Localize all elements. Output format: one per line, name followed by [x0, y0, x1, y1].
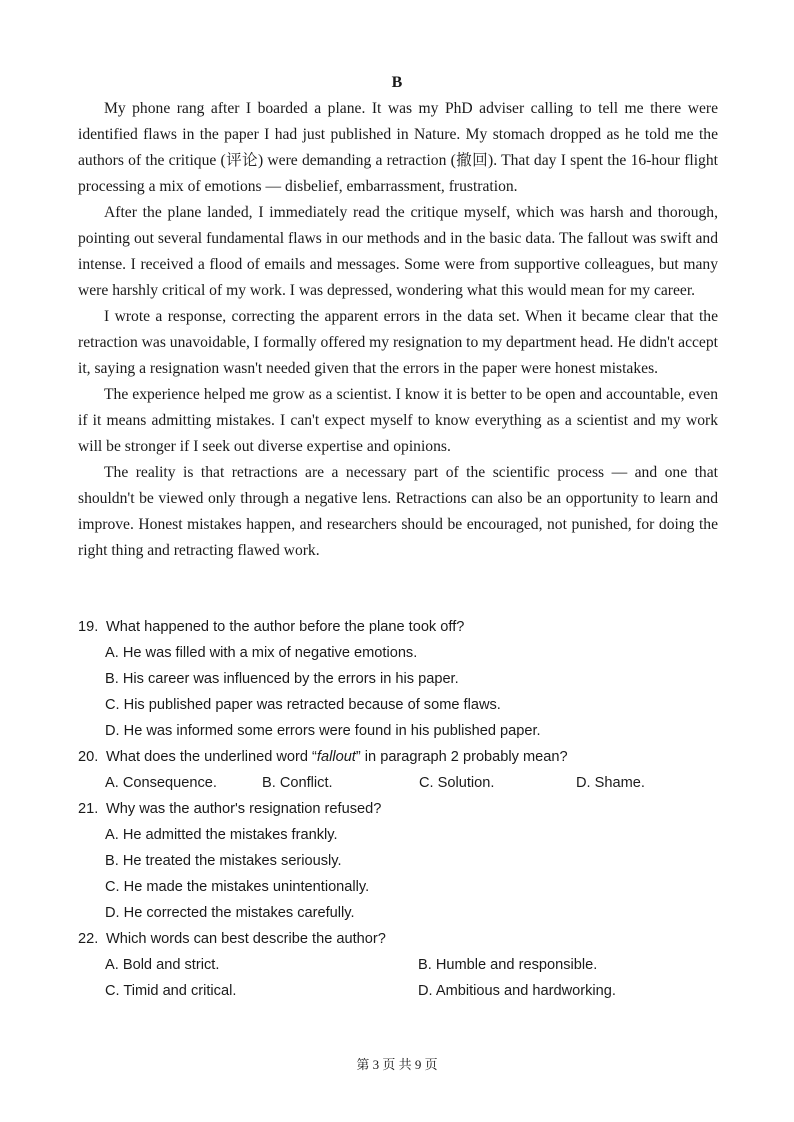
stem-keyword: fallout [316, 749, 356, 765]
reading-passage [78, 96, 718, 564]
option: D. Shame. [576, 775, 645, 791]
question-stem: Which words can best describe the author? [106, 931, 386, 947]
question-stem: What happened to the author before the plane took off? [106, 619, 465, 635]
question-stem: Why was the author's resignation refused? [106, 801, 382, 817]
paragraph: The reality is that retractions are a necessary part of the scientific process — and one that shouldn't be viewed only through a negative lens. Retractions can also be an opportunity to learn and improve. Honest mistakes happen, and researchers should be encouraged, not punished, for doing the right thing and retracting flawed work. [78, 464, 718, 559]
question-number: 21. [78, 801, 99, 817]
question-number: 20. [78, 749, 99, 765]
question-22 [78, 926, 738, 952]
question-stem [106, 744, 568, 770]
option: B. His career was influenced by the errors in his paper. [105, 671, 459, 687]
options-row [78, 770, 738, 796]
paragraph: After the plane landed, I immediately read the critique myself, which was harsh and thorough, pointing out several fundamental flaws in our methods and in the basic data. The fallout was swift and intense. I received a flood of emails and messages. Some were from supportive colleagues, but many were harshly critical of my work. I was depressed, wondering what this would mean for my career. [78, 204, 718, 299]
option: A. Bold and strict. [105, 957, 220, 973]
option: D. He corrected the mistakes carefully. [105, 905, 355, 921]
paragraph: The experience helped me grow as a scientist. I know it is better to be open and accountable, even if it means admitting mistakes. I can't expect myself to know everything as a scientist and my work will be stronger if I seek out diverse expertise and opinions. [78, 386, 718, 455]
options-row [78, 978, 738, 1004]
option: A. He was filled with a mix of negative emotions. [105, 645, 418, 661]
paragraph: I wrote a response, correcting the apparent errors in the data set. When it became clear that the retraction was unavoidable, I formally offered my resignation to my department head. He didn't accept it, saying a resignation wasn't needed given that the errors in the paper were honest mistakes. [78, 308, 718, 377]
questions [78, 614, 738, 1004]
question-number: 22. [78, 931, 99, 947]
option: B. He treated the mistakes seriously. [105, 853, 342, 869]
option: B. Conflict. [262, 775, 333, 791]
question-19 [78, 614, 738, 640]
question-21 [78, 796, 738, 822]
paragraph: My phone rang after I boarded a plane. It was my PhD adviser calling to tell me there were identified flaws in the paper I had just published in Nature. My stomach dropped as he told me the authors of the critique (评论) were demanding a retraction (撤回). That day I spent the 16-hour flight processing a mix of emotions — disbelief, embarrassment, frustration. [78, 100, 718, 195]
stem-text: What does the underlined word “ [106, 749, 317, 765]
question-number: 19. [78, 619, 99, 635]
option: C. Solution. [419, 775, 495, 791]
options-row [78, 952, 738, 978]
option: C. Timid and critical. [105, 983, 237, 999]
option: D. Ambitious and hardworking. [418, 983, 616, 999]
option: C. He made the mistakes unintentionally. [105, 879, 370, 895]
option: D. He was informed some errors were found in his published paper. [105, 723, 541, 739]
option: A. Consequence. [105, 775, 217, 791]
option: C. His published paper was retracted because of some flaws. [105, 697, 501, 713]
page-footer: 第 3 页 共 9 页 [356, 1057, 438, 1072]
option: B. Humble and responsible. [418, 957, 598, 973]
section-title: B [391, 74, 403, 91]
question-20 [78, 744, 738, 770]
stem-text: ” in paragraph 2 probably mean? [355, 749, 568, 765]
option: A. He admitted the mistakes frankly. [105, 827, 338, 843]
